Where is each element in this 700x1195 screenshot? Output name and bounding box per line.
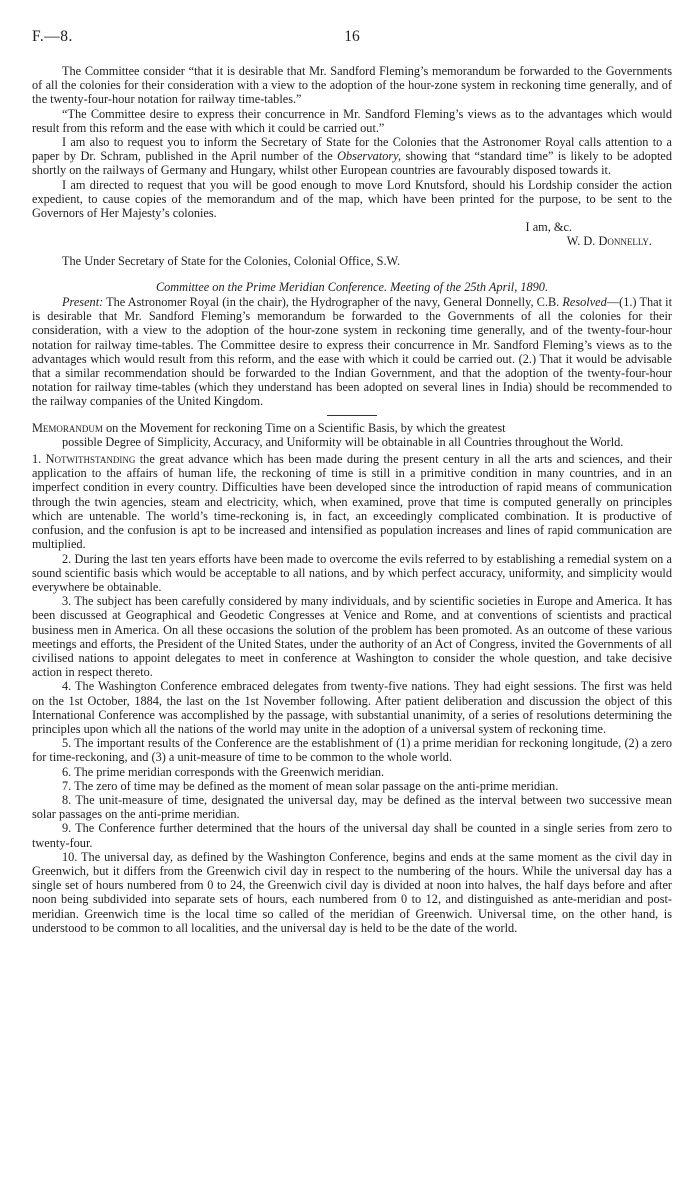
present-label: Present: — [62, 295, 104, 310]
memorandum-paragraph: 4. The Washington Conference embraced delegates from twenty-five nations. They had eight sessions. The first was held on the 1st October, 1884, the last on the 1st November following. After patient deliberation and discussion the object of this International Conference was accomplished by the passage, with substantial unanimity, of a series of resolutions determining the principles upon which all the nations of the world may unite in the adoption of a universal system of reckoning time. — [32, 679, 672, 736]
letter-closing: I am, &c. — [525, 220, 572, 235]
memorandum-paragraph: 7. The zero of time may be defined as the moment of mean solar passage on the anti-prime meridian. — [62, 778, 559, 793]
memorandum-paragraph: 10. The universal day, as defined by the Washington Conference, begins and ends at the same moment as the civil day in Greenwich, but it differs from the Greenwich civil day in respect to the numbering of the hours. While the universal day has a single set of hours numbered from 0 to 24, the Greenwich civil day is divided at noon into halves, the half days before and after noon being subdivided into separate sets of hours, each numbered from 0 to 12, and distinguished as ante-meridian and post-meridian. Greenwich time is the local time so called of the meridian of Greenwich. Universal time, on the other hand, is understood to be common to all localities, and the universal day is held to be the date of the world. — [32, 849, 672, 935]
letter-paragraph: The Committee consider “that it is desirable that Mr. Sandford Fleming’s memorandum be forwarded to the Governments of all the colonies for their consideration with a view to the adoption of the hour-zone system in reckoning time generally, and of the twenty-four-hour notation for railway time-tables.” — [32, 64, 672, 107]
letter-paragraph: I am also to request you to inform the Secretary of State for the Colonies that the Astronomer Royal calls attention to a paper by Dr. Schram, published in the April number of the Observatory, showing that “standard time” is likely to be adopted shortly on the railways of Germany and Hungary, whilst other European countries are favourably disposed towards it. — [32, 135, 672, 178]
memorandum-paragraph: 9. The Conference further determined that the hours of the universal day shall be counted in a single series from zero to twenty-four. — [32, 821, 672, 850]
memorandum-paragraph: 2. During the last ten years efforts have been made to overcome the evils referred to by establishing a remedial system on a sound scientific basis which would be acceptable to all nations, and by which perfect accuracy, uniformity, and simplicity would everywhere be obtainable. — [32, 551, 672, 594]
letter-addressee: The Under Secretary of State for the Colonies, Colonial Office, S.W. — [62, 253, 401, 268]
memorandum-paragraph: 6. The prime meridian corresponds with the Greenwich meridian. — [62, 764, 385, 779]
minute-title: Committee on the Prime Meridian Conference. Meeting of the 25th April, 1890. — [155, 279, 549, 294]
memorandum-title: Memorandum on the Movement for reckoning Time on a Scientific Basis, by which the greatest possible Degree of Simplicity, Accuracy, and Uniformity will be obtainable in all Countries throughout the World. — [32, 420, 624, 449]
memorandum-paragraph: 5. The important results of the Conference are the establishment of (1) a prime meridian for reckoning longitude, (2) a zero for time-reckoning, and (3) a unit-measure of time to be common to the whole world. — [32, 736, 672, 765]
committee-minute — [32, 280, 672, 409]
resolved-label: Resolved — [562, 295, 607, 310]
section-divider — [327, 415, 377, 416]
document-reference: F.—8. — [32, 28, 73, 45]
letter-signature: W. D. Donnelly. — [566, 234, 652, 249]
memorandum — [32, 421, 672, 935]
page-number: 16 — [344, 28, 360, 45]
letter-paragraph: “The Committee desire to express their concurrence in Mr. Sandford Fleming’s views as to the advantages which would result from this reform and the ease with which it could be carried out.” — [32, 106, 672, 135]
minute-body: Present: The Astronomer Royal (in the chair), the Hydrographer of the navy, General Donnelly, C.B. Resolved—(1.) That it is desirable that Mr. Sandford Fleming’s memorandum be forwarded to the Governments of all the colonies for their consideration, with a view to the adoption of the hour-zone system in reckoning time generally, and of the twenty-four-hour notation for railway time-tables. The Committee desire to express their concurrence in Mr. Sandford Fleming’s views as to the advantages which would result from this reform, and the ease with which it could be carried out. (2.) That it would be advisable that a similar recommendation should be forwarded to the Indian Government, and that the adoption of the twenty-four-hour notation for railway time-tables (which they understand has been adopted on several lines in India) should be recommended to the railway companies of the United Kingdom. — [32, 295, 672, 409]
letter-body — [32, 64, 672, 268]
memorandum-paragraph: 1. Notwithstanding the great advance which has been made during the present century in all the arts and sciences, and their application to the affairs of human life, the reckoning of time is still in a primitive condition in many countries, and in an imperfect condition in every country. Difficulties have been developed since the introduction of rapid means of communication through the twin agencies, steam and electricity, which, when examined, prove that time is computed generally on principles which are untenable. The world’s time-reckoning is, in fact, an exceedingly complicated combination. It is productive of confusion, and the confusion is apt to be increased and intensified as population increases and lines of rapid communication are multiplied. — [32, 452, 673, 552]
page-header — [32, 30, 672, 54]
memorandum-paragraph: 3. The subject has been carefully considered by many individuals, and by scientific societies in Europe and America. It has been discussed at Geographical and Geodetic Congresses at Venice and Rome, and at conventions of scientists and practical business men in America. On all these occasions the solution of the problem has been promoted. As an outcome of these various meetings and efforts, the President of the United States, under the authority of an Act of Congress, invited the Governments of all civilised nations to appoint delegates to meet in conference at Washington to consider the whole question, and take decisive action in respect thereto. — [32, 594, 672, 680]
memorandum-paragraph: 8. The unit-measure of time, designated the universal day, may be defined as the interval between two successive mean solar passages on the anti-prime meridian. — [32, 792, 672, 822]
letter-paragraph: I am directed to request that you will be good enough to move Lord Knutsford, should his Lordship consider the action expedient, to cause copies of the memorandum and of the map, which have been printed for the purpose, to be sent to the Governors of Her Majesty’s colonies. — [32, 177, 672, 221]
journal-title: Observatory, — [337, 149, 402, 164]
